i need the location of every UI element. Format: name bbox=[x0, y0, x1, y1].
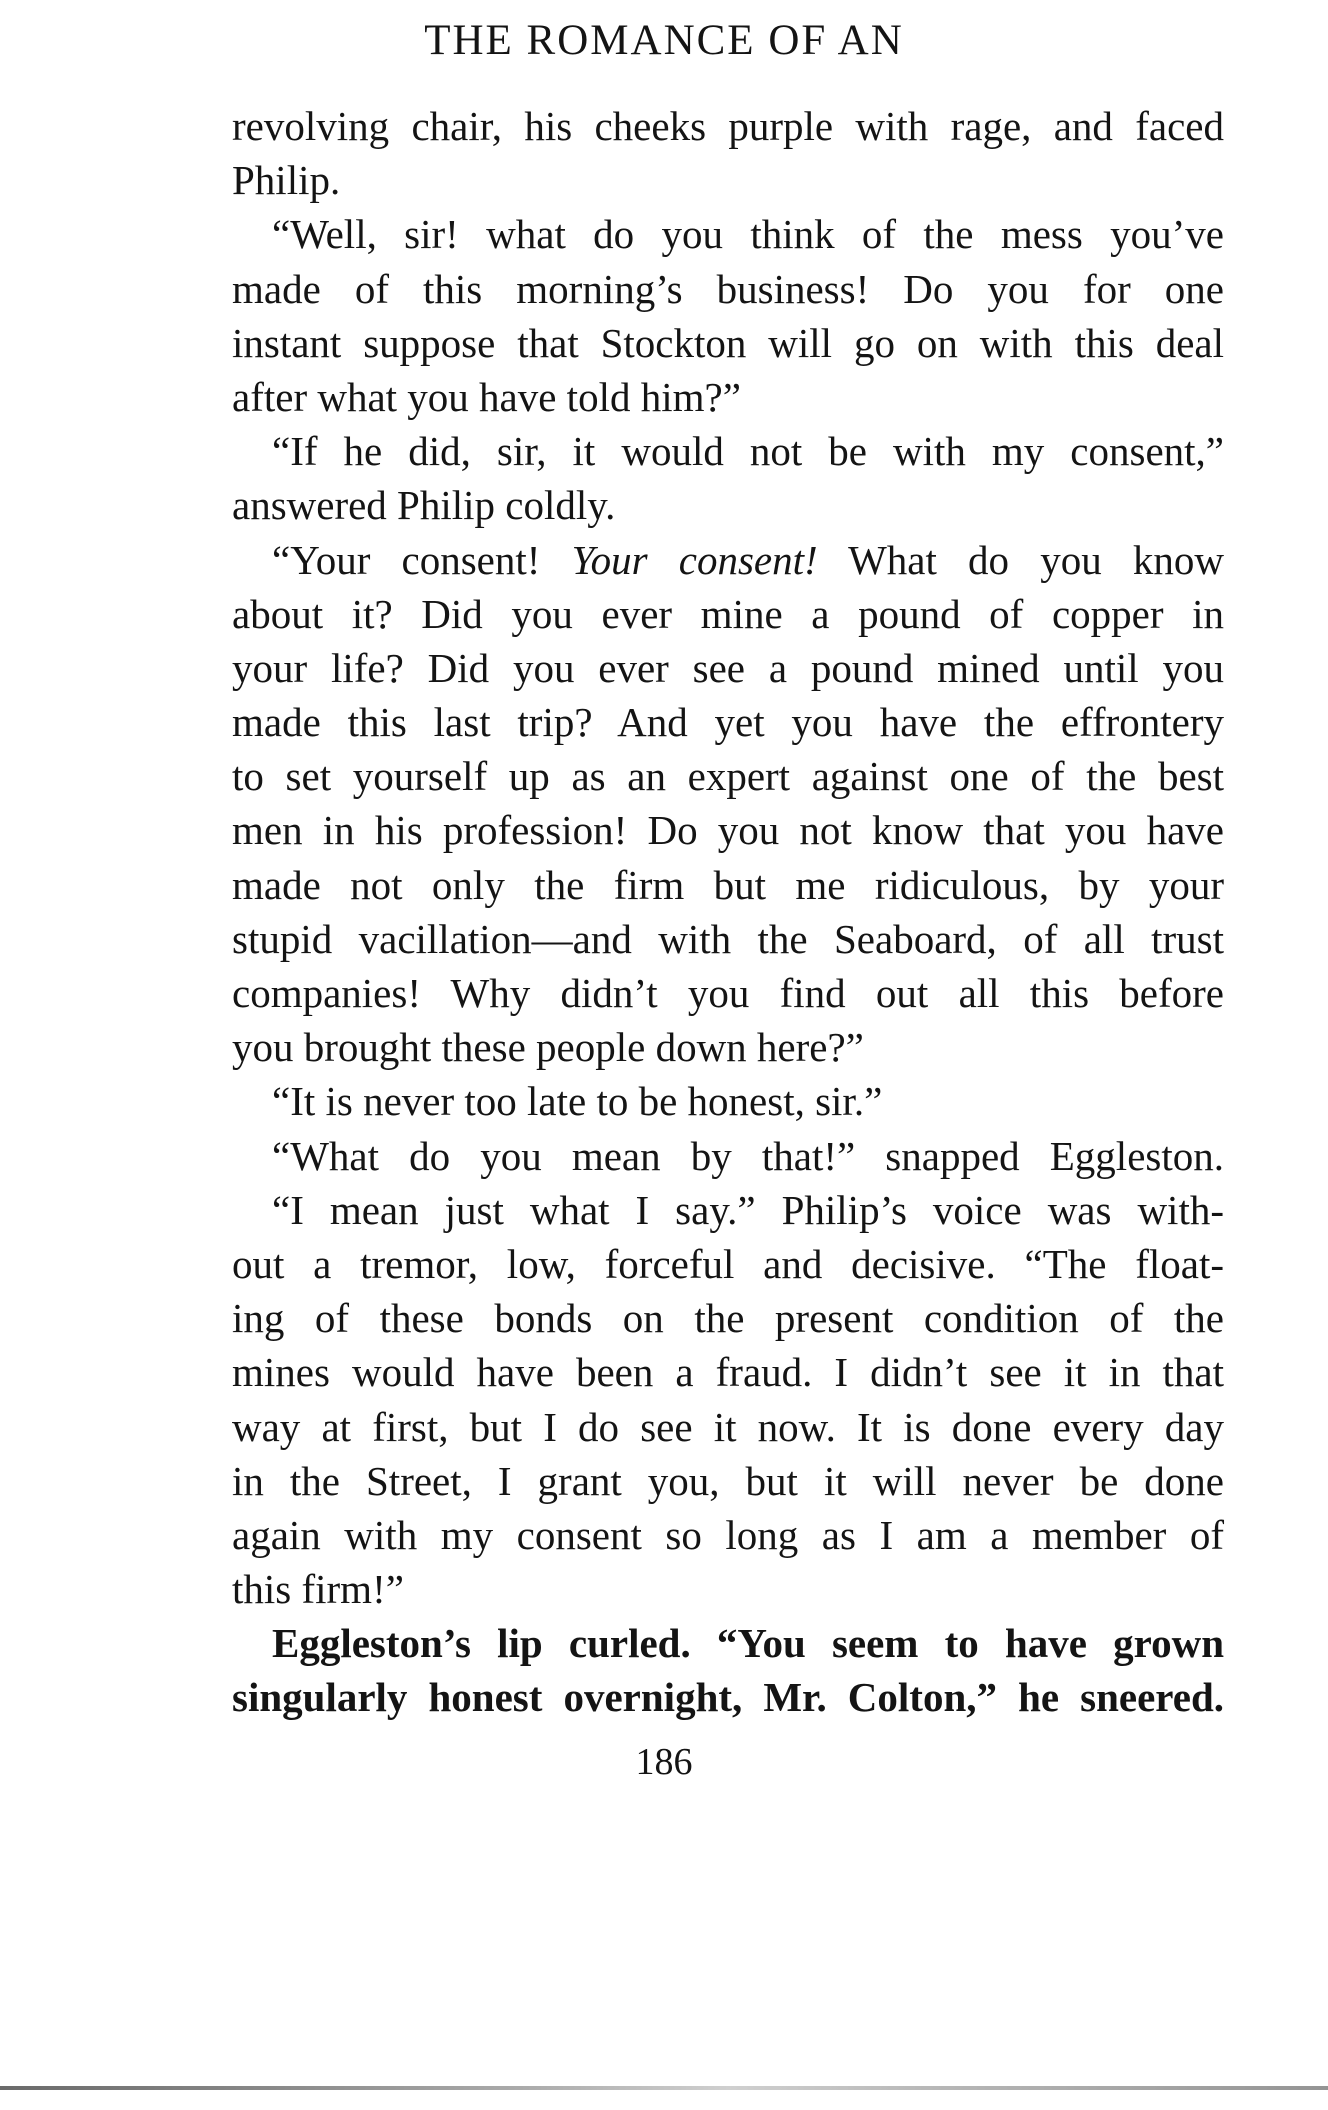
text-line: mines would have been a fraud. I didn’t see it in that bbox=[232, 1349, 1224, 1396]
emphasized-text: Your consent! bbox=[571, 536, 818, 583]
text-line: men in his profession! Do you not know that you have bbox=[232, 807, 1224, 854]
text-segment: “Your consent! bbox=[272, 536, 572, 583]
text-line: companies! Why didn’t you find out all this before bbox=[232, 970, 1224, 1016]
text-line: “If he did, sir, it would not be with my consent,” bbox=[272, 428, 1224, 475]
body-text bbox=[232, 99, 1224, 1725]
text-line: revolving chair, his cheeks purple with rage, and faced bbox=[232, 103, 1224, 149]
text-line: this firm!” bbox=[232, 1566, 404, 1613]
text-line: made of this morning’s business! Do you for one bbox=[232, 265, 1224, 312]
text-line: after what you have told him?” bbox=[232, 373, 741, 420]
text-line: your life? Did you ever see a pound mined until you bbox=[232, 644, 1224, 691]
text-line: out a tremor, low, forceful and decisive. “The float- bbox=[232, 1240, 1224, 1287]
text-line: about it? Did you ever mine a pound of copper in bbox=[232, 590, 1224, 637]
text-line: “Well, sir! what do you think of the mess you’ve bbox=[272, 211, 1224, 258]
text-line: you brought these people down here?” bbox=[232, 1024, 864, 1071]
text-line: way at first, but I do see it now. It is done every day bbox=[232, 1403, 1224, 1450]
page-bottom-edge bbox=[0, 2086, 1328, 2090]
text-segment: What do you know bbox=[817, 536, 1224, 583]
text-line: to set yourself up as an expert against one of the best bbox=[232, 753, 1224, 800]
text-line: again with my consent so long as I am a member of bbox=[232, 1511, 1224, 1558]
text-line: ing of these bonds on the present condition of the bbox=[232, 1295, 1224, 1342]
text-line: “I mean just what I say.” Philip’s voice was with- bbox=[272, 1186, 1224, 1233]
page-number: 186 bbox=[635, 1741, 693, 1783]
text-line: “It is never too late to be honest, sir.” bbox=[272, 1078, 883, 1125]
text-line: Eggleston’s lip curled. “You seem to have grown bbox=[272, 1620, 1224, 1667]
text-line: instant suppose that Stockton will go on with this deal bbox=[232, 319, 1224, 366]
text-line: made not only the firm but me ridiculous, by your bbox=[232, 861, 1224, 908]
running-head: THE ROMANCE OF AN bbox=[424, 17, 904, 64]
text-line: stupid vacillation—and with the Seaboard, of all trust bbox=[232, 915, 1224, 962]
text-line: Philip. bbox=[232, 157, 341, 204]
text-line: in the Street, I grant you, but it will never be done bbox=[232, 1457, 1224, 1504]
text-line bbox=[232, 533, 1224, 587]
text-line: answered Philip coldly. bbox=[232, 482, 616, 529]
text-line: singularly honest overnight, Mr. Colton,” he sneered. bbox=[232, 1674, 1224, 1721]
text-line: made this last trip? And yet you have the effrontery bbox=[232, 699, 1224, 746]
text-line: “What do you mean by that!” snapped Eggleston. bbox=[272, 1132, 1224, 1179]
